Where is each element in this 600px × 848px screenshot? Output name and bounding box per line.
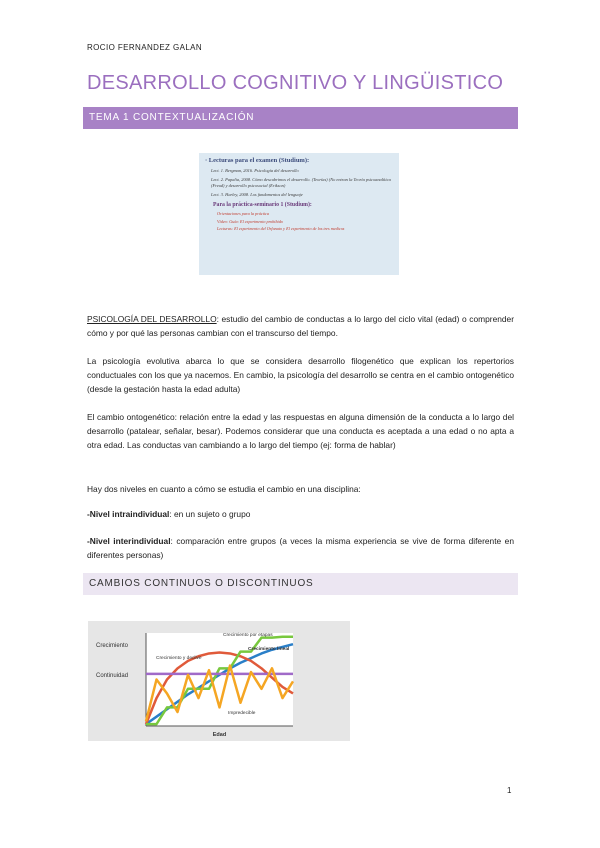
term-psicologia-desarrollo: PSICOLOGÍA DEL DESARROLLO bbox=[87, 314, 217, 324]
author-name: ROCIO FERNANDEZ GALAN bbox=[87, 43, 203, 52]
paragraph-evolutiva: La psicología evolutiva abarca lo que se considera desarrollo filogenético que explican los repertorios conductuales con los que ya nacemos. En cambio, la psicología del desarrollo se centra en el cambio ontogenético (desde la gestación hasta la edad adulta) bbox=[87, 356, 514, 394]
practice-item: Vídeo: Guía: El experimento prohibido bbox=[217, 218, 283, 224]
section-header-tema1: TEMA 1 CONTEXTUALIZACIÓN bbox=[83, 107, 518, 129]
practice-item: Orientaciones para la práctica bbox=[217, 211, 269, 216]
term-intraindividual: -Nivel intraindividual bbox=[87, 509, 170, 519]
paragraph-ontogenetico: El cambio ontogenético: relación entre la edad y las respuestas en alguna dimensión de la conducta a lo largo del desarrollo (patalear, señalar, besar). Podemos considerar que una conducta es aceptada a una edad o no apta a otra edad. Las conductas van cambiando a lo largo del tiempo (ej: forma de hablar) bbox=[87, 412, 514, 450]
interindividual-text: : comparación entre grupos (a veces la misma experiencia se vive de forma diferente en diferentes personas) bbox=[87, 536, 514, 560]
paragraph-interindividual bbox=[87, 534, 514, 562]
annotation-lineal: Crecimiento lineal bbox=[248, 647, 290, 652]
section-header-cambios: CAMBIOS CONTINUOS O DISCONTINUOS bbox=[83, 573, 518, 595]
practice-item: Lecturas: El experimento del Orfanato y El experimento de los tres medicos bbox=[217, 226, 345, 231]
paragraph-intraindividual bbox=[87, 507, 514, 521]
reading-item: Lect. 2. Papalia, 2008. Cómo descubrimos el desarrollo. (Teorías) (No entran la Teoría psicoanalítica (Freud) y desarrollo psicosocial (Erikson) bbox=[211, 177, 391, 188]
reading-item: Lect. 3. Harley, 2008. Los fundamentos del lenguaje bbox=[211, 192, 303, 197]
readings-heading: · Lecturas para el examen (Studium): bbox=[205, 157, 310, 164]
definition-text: : estudio del cambio de conductas a lo largo del ciclo vital (edad) o comprender cómo y por qué las personas cambian con el transcurso del tiempo. bbox=[87, 314, 514, 338]
y-label-continuidad: Continuidad bbox=[96, 672, 129, 679]
paragraph-definition bbox=[87, 312, 514, 340]
document-title: DESARROLLO COGNITIVO Y LINGÜISTICO bbox=[87, 72, 504, 94]
intraindividual-text: : en un sujeto o grupo bbox=[169, 509, 251, 519]
x-axis-label: Edad bbox=[212, 732, 227, 738]
y-label-crecimiento: Crecimiento bbox=[96, 643, 129, 650]
paragraph-niveles: Hay dos niveles en cuanto a cómo se estudia el cambio en una disciplina: bbox=[87, 484, 361, 494]
practice-heading: Para la práctica-seminario 1 (Studium): bbox=[213, 202, 312, 208]
annotation-etapas: Crecimiento por etapas bbox=[223, 633, 273, 638]
readings-image bbox=[199, 153, 399, 275]
annotation-impredecible: Impredecible bbox=[228, 711, 256, 716]
page-number: 1 bbox=[507, 786, 512, 795]
reading-item: Lect. 1. Bergman, 2016. Psicología del desarrollo bbox=[211, 168, 299, 173]
term-interindividual: -Nivel interindividual bbox=[87, 536, 171, 546]
chart-svg bbox=[88, 621, 350, 741]
annotation-declive: Crecimiento y declive bbox=[156, 656, 202, 661]
development-chart bbox=[88, 621, 350, 741]
